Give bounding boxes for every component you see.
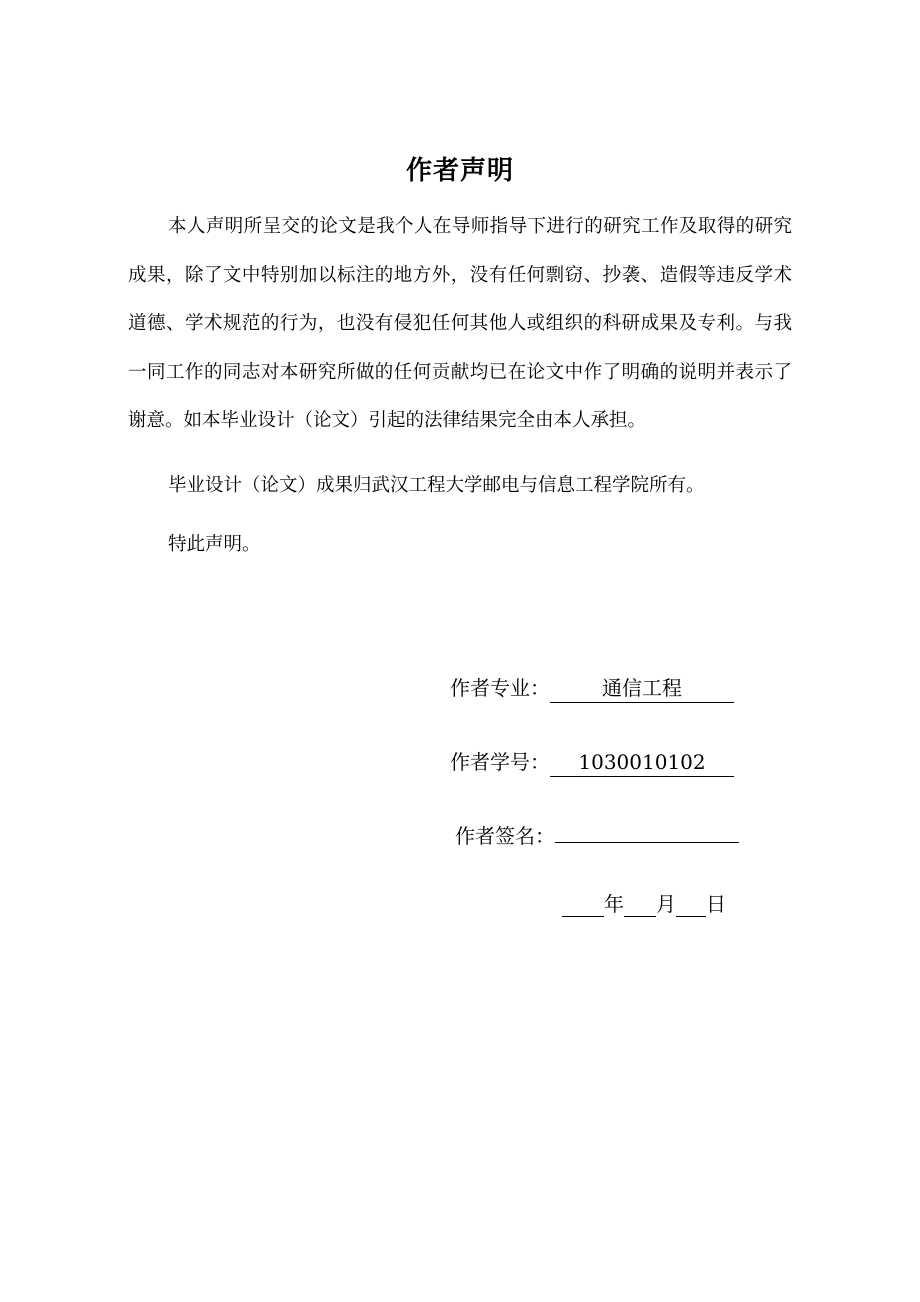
author-signature-field[interactable] <box>555 815 739 843</box>
declaration-paragraph: 本人声明所呈交的论文是我个人在导师指导下进行的研究工作及取得的研究成果，除了文中特别加以标注的地方外，没有任何剽窃、抄袭、造假等违反学术道德、学术规范的行为，也没有侵犯任何其他人或组织的科研成果及专利。与我一同工作的同志对本研究所做的任何贡献均已在论文中作了明确的说明并表示了谢意。如本毕业设计（论文）引起的法律结果完全由本人承担。 <box>128 216 792 431</box>
ownership-paragraph: 毕业设计（论文）成果归武汉工程大学邮电与信息工程学院所有。 <box>168 475 705 496</box>
author-student-id-value: 1030010102 <box>550 749 734 777</box>
day-blank[interactable] <box>676 892 706 917</box>
author-major-row <box>450 672 734 703</box>
closing-paragraph: 特此声明。 <box>168 534 261 555</box>
author-signature-label: 作者签名： <box>455 824 555 848</box>
month-blank[interactable] <box>624 892 656 917</box>
date-row <box>562 888 726 917</box>
author-student-id-row <box>450 746 734 777</box>
author-major-value: 通信工程 <box>550 675 734 703</box>
author-student-id-label: 作者学号： <box>450 750 550 774</box>
page-title: 作者声明 <box>405 156 514 186</box>
day-label: 日 <box>706 892 726 916</box>
author-major-label: 作者专业： <box>450 676 550 700</box>
author-signature-row <box>455 815 739 849</box>
month-label: 月 <box>656 892 676 916</box>
year-label: 年 <box>604 892 624 916</box>
year-blank[interactable] <box>562 892 604 917</box>
